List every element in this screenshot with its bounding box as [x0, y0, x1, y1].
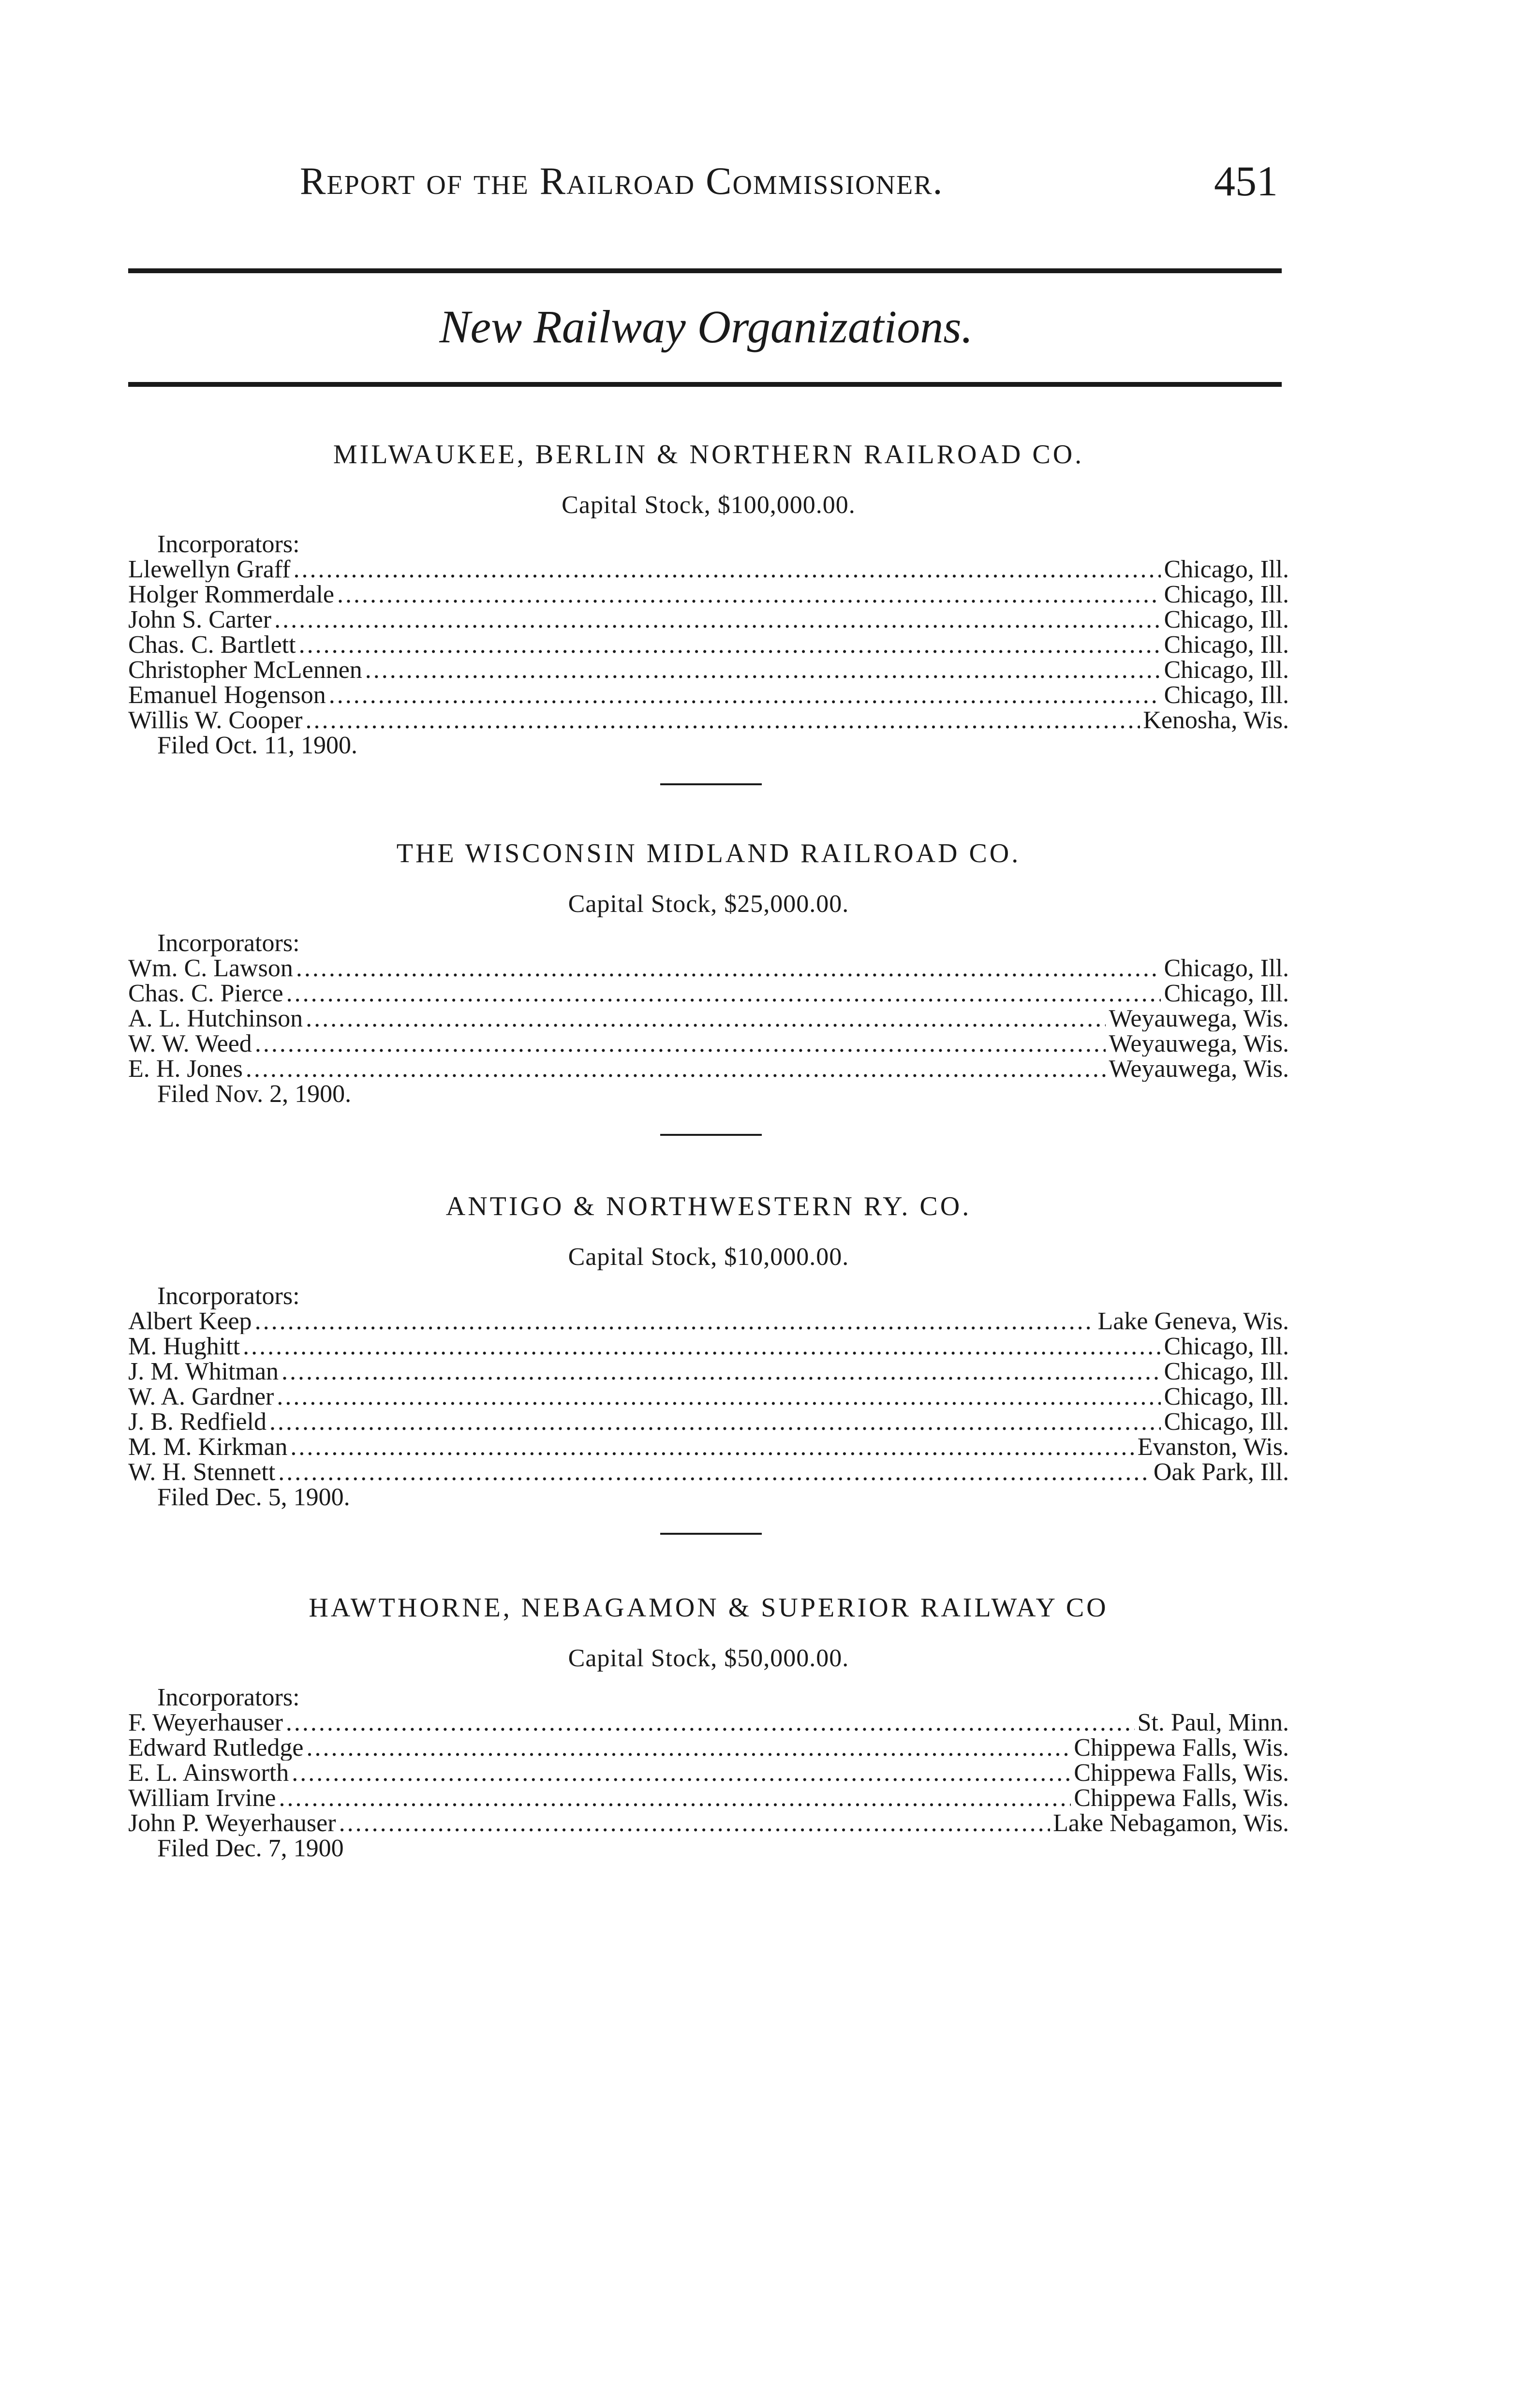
dot-leader	[286, 981, 1161, 1006]
incorporator-row	[128, 1384, 1289, 1410]
incorporator-name: W. W. Weed	[128, 1031, 252, 1057]
organization-name: HAWTHORNE, NEBAGAMON & SUPERIOR RAILWAY CO	[309, 1593, 1109, 1623]
dot-leader	[278, 1460, 1151, 1485]
incorporator-name: W. H. Stennett	[128, 1460, 276, 1485]
incorporator-name: E. L. Ainsworth	[128, 1761, 289, 1786]
incorporator-name: F. Weyerhauser	[128, 1710, 283, 1735]
filed-date: Filed Oct. 11, 1900.	[157, 732, 358, 759]
dot-leader	[339, 1811, 1051, 1836]
capital-stock: Capital Stock, $10,000.00.	[568, 1243, 849, 1271]
dot-leader	[290, 1435, 1134, 1460]
incorporator-row	[128, 1460, 1289, 1485]
organization-block	[128, 1588, 1289, 1861]
running-title: Report of the Railroad Commissioner.	[300, 160, 944, 203]
incorporator-name: W. A. Gardner	[128, 1384, 274, 1410]
capital-stock: Capital Stock, $25,000.00.	[568, 890, 849, 918]
section-title: New Railway Organizations.	[439, 301, 973, 352]
incorporator-row	[128, 557, 1289, 582]
filed-date: Filed Nov. 2, 1900.	[157, 1080, 352, 1108]
organization-block	[128, 1187, 1289, 1510]
dot-leader	[255, 1309, 1095, 1334]
incorporator-row	[128, 1710, 1289, 1735]
incorporator-row	[128, 1410, 1289, 1435]
incorporator-row	[128, 1735, 1289, 1761]
dot-leader	[255, 1031, 1106, 1057]
incorporator-location: Weyauwega, Wis.	[1109, 1057, 1289, 1082]
incorporator-name: Chas. C. Bartlett	[128, 632, 296, 658]
dot-leader	[306, 1006, 1106, 1031]
incorporator-row	[128, 582, 1289, 607]
incorporator-name: Willis W. Cooper	[128, 708, 303, 733]
dot-leader	[286, 1710, 1135, 1735]
dot-leader	[279, 1786, 1071, 1811]
dot-leader	[306, 1735, 1071, 1761]
incorporator-location: Chicago, Ill.	[1164, 1410, 1289, 1435]
incorporator-row	[128, 708, 1289, 733]
incorporator-location: Lake Geneva, Wis.	[1097, 1309, 1289, 1334]
incorporator-row	[128, 632, 1289, 658]
dot-leader	[299, 632, 1161, 658]
incorporator-row	[128, 1334, 1289, 1359]
incorporator-location: Chicago, Ill.	[1164, 658, 1289, 683]
incorporator-name: Christopher McLennen	[128, 658, 362, 683]
incorporator-row	[128, 1006, 1289, 1031]
incorporator-location: Weyauwega, Wis.	[1109, 1006, 1289, 1031]
incorporators-label: Incorporators:	[157, 530, 300, 558]
incorporator-name: J. B. Redfield	[128, 1410, 267, 1435]
dot-leader	[296, 956, 1161, 981]
dot-leader	[365, 658, 1161, 683]
incorporator-name: William Irvine	[128, 1786, 276, 1811]
incorporator-row	[128, 1761, 1289, 1786]
organization-name: MILWAUKEE, BERLIN & NORTHERN RAILROAD CO.	[333, 440, 1084, 470]
filed-date: Filed Dec. 7, 1900	[157, 1835, 344, 1862]
top-rule	[128, 268, 1282, 273]
dot-leader	[281, 1359, 1161, 1384]
incorporator-row	[128, 607, 1289, 632]
organization-block	[128, 834, 1289, 1107]
incorporator-location: Oak Park, Ill.	[1153, 1460, 1289, 1485]
filed-date: Filed Dec. 5, 1900.	[157, 1483, 350, 1511]
incorporator-row	[128, 1057, 1289, 1082]
incorporator-row	[128, 1309, 1289, 1334]
dot-leader	[292, 1761, 1071, 1786]
incorporator-location: Chicago, Ill.	[1164, 582, 1289, 607]
incorporator-row	[128, 1031, 1289, 1057]
incorporator-name: Edward Rutledge	[128, 1735, 304, 1761]
incorporator-location: Lake Nebagamon, Wis.	[1053, 1811, 1289, 1836]
dot-leader	[243, 1334, 1161, 1359]
incorporator-name: Wm. C. Lawson	[128, 956, 293, 981]
incorporator-location: Chippewa Falls, Wis.	[1074, 1761, 1289, 1786]
incorporators-label: Incorporators:	[157, 1282, 300, 1310]
incorporator-row	[128, 1435, 1289, 1460]
incorporator-location: Chicago, Ill.	[1164, 632, 1289, 658]
incorporator-name: Emanuel Hogenson	[128, 683, 326, 708]
capital-stock: Capital Stock, $50,000.00.	[568, 1644, 849, 1672]
incorporator-location: St. Paul, Minn.	[1137, 1710, 1289, 1735]
dot-leader	[329, 683, 1161, 708]
incorporator-name: M. M. Kirkman	[128, 1435, 288, 1460]
separator-rule	[660, 783, 762, 785]
organization-name: THE WISCONSIN MIDLAND RAILROAD CO.	[396, 838, 1021, 868]
incorporator-row	[128, 1786, 1289, 1811]
incorporator-location: Chicago, Ill.	[1164, 956, 1289, 981]
incorporator-name: Albert Keep	[128, 1309, 252, 1334]
incorporators-label: Incorporators:	[157, 929, 300, 957]
page-number: 451	[1214, 158, 1278, 205]
incorporator-location: Chippewa Falls, Wis.	[1074, 1735, 1289, 1761]
incorporator-location: Chicago, Ill.	[1164, 1384, 1289, 1410]
incorporator-row	[128, 658, 1289, 683]
incorporator-name: M. Hughitt	[128, 1334, 240, 1359]
incorporator-row	[128, 956, 1289, 981]
incorporator-location: Chippewa Falls, Wis.	[1074, 1786, 1289, 1811]
incorporator-name: E. H. Jones	[128, 1057, 243, 1082]
dot-leader	[305, 708, 1140, 733]
incorporator-row	[128, 981, 1289, 1006]
organization-block	[128, 435, 1289, 758]
incorporator-name: J. M. Whitman	[128, 1359, 279, 1384]
dot-leader	[269, 1410, 1161, 1435]
dot-leader	[277, 1384, 1161, 1410]
incorporator-location: Evanston, Wis.	[1137, 1435, 1289, 1460]
incorporator-location: Weyauwega, Wis.	[1109, 1031, 1289, 1057]
incorporator-name: Chas. C. Pierce	[128, 981, 283, 1006]
incorporator-row	[128, 1359, 1289, 1384]
incorporators-label: Incorporators:	[157, 1684, 300, 1711]
organization-name: ANTIGO & NORTHWESTERN RY. CO.	[445, 1191, 972, 1221]
separator-rule	[660, 1533, 762, 1535]
incorporator-row	[128, 683, 1289, 708]
incorporator-location: Kenosha, Wis.	[1143, 708, 1289, 733]
bottom-rule	[128, 382, 1282, 387]
incorporator-location: Chicago, Ill.	[1164, 557, 1289, 582]
dot-leader	[337, 582, 1161, 607]
incorporator-name: John S. Carter	[128, 607, 272, 632]
incorporator-location: Chicago, Ill.	[1164, 1359, 1289, 1384]
capital-stock: Capital Stock, $100,000.00.	[562, 491, 856, 519]
incorporator-name: Llewellyn Graff	[128, 557, 291, 582]
incorporator-location: Chicago, Ill.	[1164, 1334, 1289, 1359]
dot-leader	[274, 607, 1161, 632]
incorporator-name: John P. Weyerhauser	[128, 1811, 336, 1836]
dot-leader	[246, 1057, 1106, 1082]
incorporator-row	[128, 1811, 1289, 1836]
incorporator-name: Holger Rommerdale	[128, 582, 334, 607]
incorporator-location: Chicago, Ill.	[1164, 981, 1289, 1006]
separator-rule	[660, 1134, 762, 1136]
incorporator-name: A. L. Hutchinson	[128, 1006, 303, 1031]
incorporator-location: Chicago, Ill.	[1164, 683, 1289, 708]
incorporator-location: Chicago, Ill.	[1164, 607, 1289, 632]
dot-leader	[293, 557, 1161, 582]
